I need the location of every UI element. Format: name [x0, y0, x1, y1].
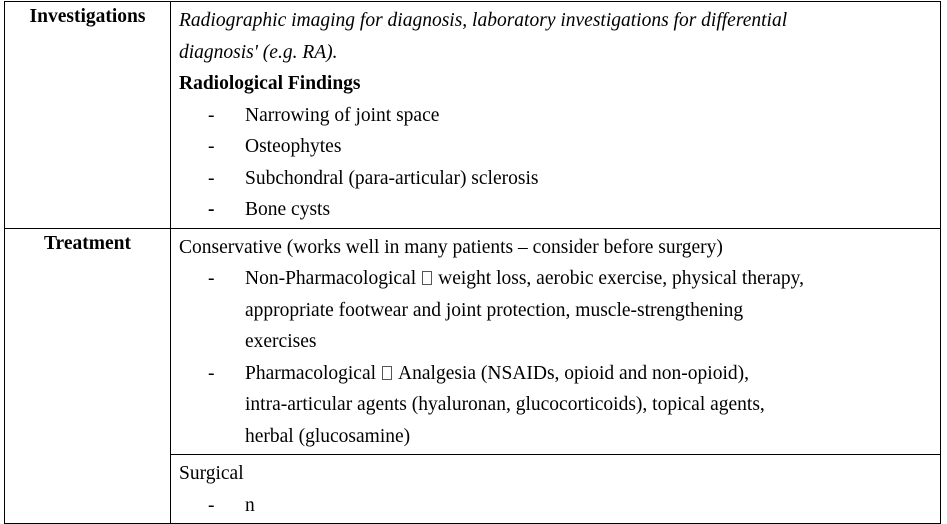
document-table — [4, 1, 941, 524]
finding-text: Narrowing of joint space — [245, 104, 440, 126]
dash-bullet: - — [208, 104, 215, 126]
conservative-label: Conservative (works well in many patients – consider before surgery) — [179, 236, 723, 258]
pharmacological-text — [245, 358, 930, 453]
finding-item — [179, 131, 930, 163]
pharmacological-line-3: herbal (glucosamine) — [245, 425, 411, 447]
conservative-content — [171, 228, 941, 455]
non-pharmacological-text — [245, 263, 930, 358]
pharmacological-line-2: intra-articular agents (hyaluronan, glucocorticoids), topical agents, — [245, 394, 765, 415]
finding-item — [179, 194, 930, 226]
pharmacological-title: Pharmacological — [245, 362, 377, 384]
pharmacological-line-1-text: Analgesia (NSAIDs, opioid and non-opioid), — [398, 362, 749, 384]
finding-item — [179, 163, 930, 195]
pharmacological-item — [179, 358, 930, 453]
dash-bullet: - — [208, 167, 215, 189]
dash-bullet: - — [208, 494, 215, 516]
pharmacological-line-1 — [245, 358, 930, 390]
non-pharmacological-line-1 — [245, 263, 930, 295]
dash-bullet: - — [208, 268, 215, 289]
surgical-item-text: n — [245, 494, 255, 516]
non-pharmacological-item — [179, 263, 930, 358]
dash-bullet: - — [208, 362, 215, 384]
investigations-heading: Investigations — [5, 2, 171, 229]
investigations-row — [5, 2, 941, 229]
treatment-conservative-row — [5, 228, 941, 455]
treatment-heading: Treatment — [5, 228, 171, 524]
investigations-intro-line-1: Radiographic imaging for diagnosis, laboratory investigations for differential — [179, 10, 788, 31]
non-pharmacological-line-2: appropriate footwear and joint protection, muscle-strengthening — [245, 299, 744, 321]
non-pharmacological-line-3: exercises — [245, 331, 317, 352]
missing-glyph-box-icon — [382, 366, 392, 380]
radiological-findings-heading: Radiological Findings — [179, 73, 361, 94]
investigations-content — [171, 2, 941, 229]
surgical-content — [171, 455, 941, 524]
dash-bullet: - — [208, 199, 215, 220]
surgical-label: Surgical — [179, 463, 244, 484]
dash-bullet: - — [208, 136, 215, 157]
non-pharmacological-line-1-text: weight loss, aerobic exercise, physical therapy, — [438, 268, 804, 289]
finding-item — [179, 100, 930, 132]
finding-text: Bone cysts — [245, 199, 331, 220]
finding-text: Osteophytes — [245, 136, 342, 157]
investigations-intro-line-2: diagnosis' (e.g. RA). — [179, 41, 338, 63]
finding-text: Subchondral (para-articular) sclerosis — [245, 167, 539, 189]
surgical-item — [179, 490, 930, 522]
missing-glyph-box-icon — [422, 271, 432, 285]
non-pharmacological-title: Non-Pharmacological — [245, 268, 417, 289]
